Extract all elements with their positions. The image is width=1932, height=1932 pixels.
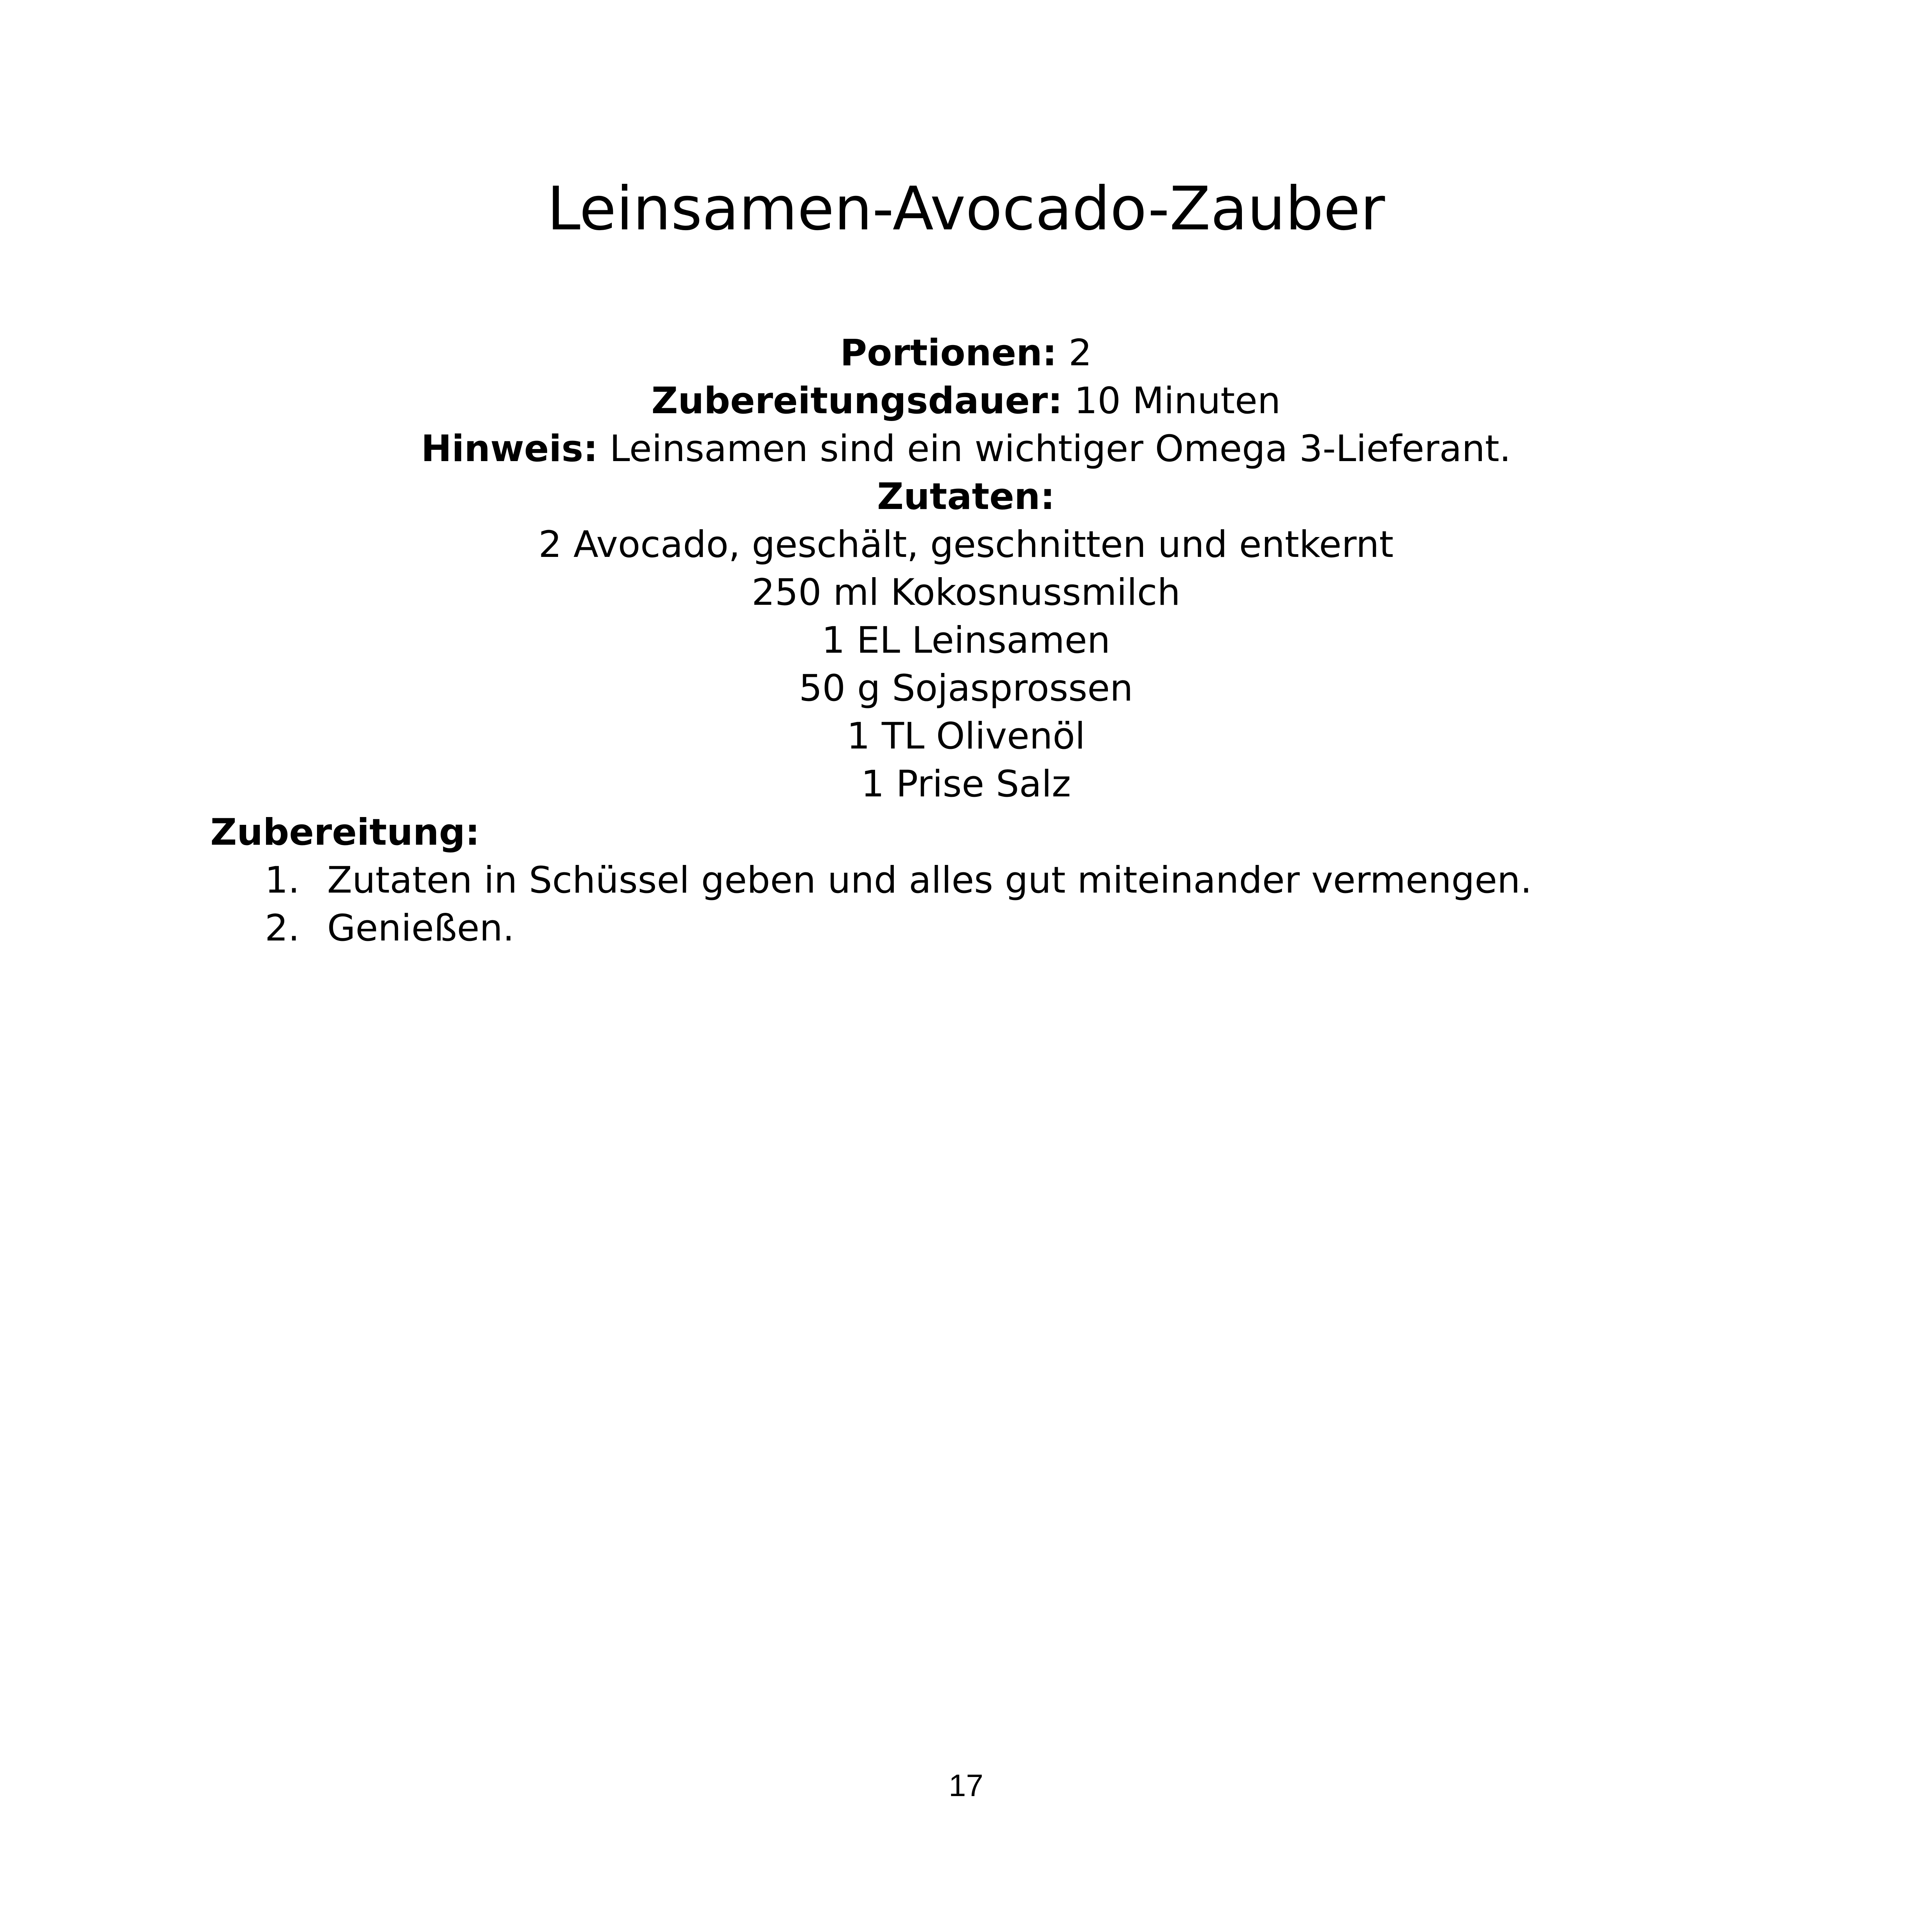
ingredient-item: 50 g Sojasprossen <box>799 667 1133 710</box>
preparation-steps <box>265 856 1532 952</box>
ingredient-item: 1 Prise Salz <box>861 763 1071 805</box>
ingredient-item: 250 ml Kokosnussmilch <box>751 571 1181 614</box>
ingredient-item: 1 EL Leinsamen <box>821 619 1111 662</box>
ingredients-heading: Zutaten: <box>877 476 1055 518</box>
portions-label: Portionen: <box>840 332 1057 374</box>
note-value: Leinsamen sind ein wichtiger Omega 3-Lieferant. <box>609 428 1511 470</box>
ingredient-item: 1 TL Olivenöl <box>847 715 1085 757</box>
page-number: 17 <box>949 1768 983 1803</box>
step-number: 1. <box>265 859 300 902</box>
recipe-title: Leinsamen-Avocado-Zauber <box>547 174 1385 244</box>
step-text: Genießen. <box>327 907 514 949</box>
step-text: Zutaten in Schüssel geben und alles gut miteinander vermengen. <box>327 859 1532 902</box>
preparation-heading: Zubereitung: <box>210 811 480 854</box>
duration-label: Zubereitungsdauer: <box>651 380 1063 422</box>
step-item <box>265 856 1532 904</box>
ingredient-item: 2 Avocado, geschält, geschnitten und entkernt <box>538 523 1394 566</box>
portions-line <box>0 329 1932 377</box>
step-number: 2. <box>265 907 300 949</box>
portions-value: 2 <box>1068 332 1092 374</box>
step-item <box>265 904 1532 952</box>
note-label: Hinweis: <box>421 428 598 470</box>
duration-value: 10 Minuten <box>1074 380 1281 422</box>
note-line <box>0 425 1932 473</box>
duration-line <box>0 377 1932 425</box>
recipe-info <box>0 329 1932 808</box>
